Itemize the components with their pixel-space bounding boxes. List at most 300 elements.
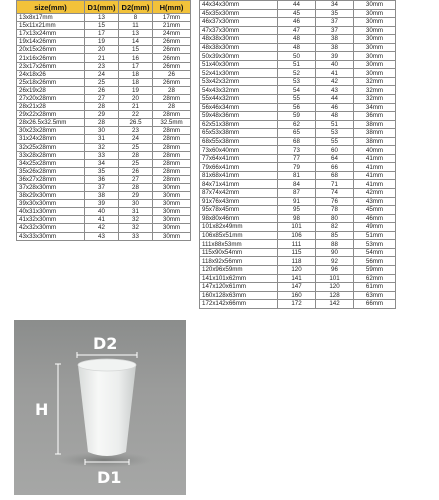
- table-row: [17, 175, 191, 183]
- table-row: [17, 119, 191, 127]
- cell-h: 30mm: [354, 18, 396, 27]
- table-row: [17, 224, 191, 232]
- cell-h: 24mm: [153, 30, 191, 38]
- cell-h: 59mm: [354, 265, 396, 274]
- cell-d1: 37: [85, 183, 119, 191]
- table-header-row: [17, 1, 191, 14]
- cell-h: 32mm: [354, 95, 396, 104]
- cell-d2: 31: [119, 208, 153, 216]
- cell-h: 30mm: [354, 69, 396, 78]
- cell-d1: 160: [278, 291, 316, 300]
- cell-h: 40mm: [354, 146, 396, 155]
- cell-d1: 79: [278, 163, 316, 172]
- cell-h: 30mm: [153, 208, 191, 216]
- table-row: [200, 103, 396, 112]
- cell-h: 30mm: [354, 35, 396, 44]
- table-row: [17, 135, 191, 143]
- cell-h: 28mm: [153, 111, 191, 119]
- table-row: [200, 60, 396, 69]
- cell-size: 28x21x28: [17, 103, 85, 111]
- cell-h: 30mm: [153, 192, 191, 200]
- cell-h: 30mm: [153, 232, 191, 240]
- cell-d1: 17: [85, 30, 119, 38]
- header-d2: D2(mm): [119, 1, 153, 14]
- cell-size: 50x39x30mm: [200, 52, 278, 61]
- cell-d1: 32: [85, 143, 119, 151]
- cell-d2: 78: [316, 206, 354, 215]
- cell-d2: 17: [119, 62, 153, 70]
- cell-size: 95x78x45mm: [200, 206, 278, 215]
- cell-h: 28: [153, 86, 191, 94]
- cell-h: 26mm: [153, 78, 191, 86]
- cell-h: 30mm: [354, 9, 396, 18]
- table-row: [200, 171, 396, 180]
- cell-d2: 120: [316, 283, 354, 292]
- cell-size: 42x32x30mm: [17, 224, 85, 232]
- cell-d1: 95: [278, 206, 316, 215]
- cell-size: 91x76x43mm: [200, 197, 278, 206]
- cell-h: 28mm: [153, 135, 191, 143]
- cell-h: 28mm: [153, 151, 191, 159]
- cell-h: 28mm: [153, 94, 191, 102]
- table-row: [200, 18, 396, 27]
- cell-size: 38x29x30mm: [17, 192, 85, 200]
- cell-size: 21x16x26mm: [17, 54, 85, 62]
- cell-size: 24x18x26: [17, 70, 85, 78]
- cell-size: 39x30x30mm: [17, 200, 85, 208]
- table-row: [200, 120, 396, 129]
- cell-size: 41x32x30mm: [17, 216, 85, 224]
- cell-d2: 26.5: [119, 119, 153, 127]
- cell-d2: 40: [316, 60, 354, 69]
- cell-d2: 96: [316, 265, 354, 274]
- cell-d1: 15: [85, 22, 119, 30]
- cell-d1: 48: [278, 35, 316, 44]
- cell-size: 20x15x26mm: [17, 46, 85, 54]
- table-row: [200, 9, 396, 18]
- product-photo: [14, 320, 186, 495]
- cell-size: 101x82x49mm: [200, 223, 278, 232]
- cell-h: 26mm: [153, 62, 191, 70]
- h-label: H: [35, 400, 49, 419]
- cell-d2: 80: [316, 214, 354, 223]
- cell-d1: 87: [278, 189, 316, 198]
- cell-d1: 33: [85, 151, 119, 159]
- table-row: [200, 77, 396, 86]
- cell-h: 28mm: [153, 143, 191, 151]
- table-row: [200, 52, 396, 61]
- cell-size: 65x53x38mm: [200, 129, 278, 138]
- table-row: [200, 26, 396, 35]
- cell-d2: 74: [316, 189, 354, 198]
- cell-d2: 15: [119, 46, 153, 54]
- cell-d2: 16: [119, 54, 153, 62]
- cell-h: 28: [153, 103, 191, 111]
- cell-d2: 71: [316, 180, 354, 189]
- table-row: [200, 43, 396, 52]
- cell-h: 30mm: [354, 26, 396, 35]
- cell-h: 43mm: [354, 197, 396, 206]
- table-row: [17, 216, 191, 224]
- cell-d1: 48: [278, 43, 316, 52]
- cell-h: 41mm: [354, 154, 396, 163]
- cell-size: 27x20x28mm: [17, 94, 85, 102]
- cell-d1: 68: [278, 137, 316, 146]
- cell-d1: 34: [85, 159, 119, 167]
- table-row: [200, 206, 396, 215]
- cell-size: 79x66x41mm: [200, 163, 278, 172]
- cell-d1: 73: [278, 146, 316, 155]
- cell-d1: 31: [85, 135, 119, 143]
- cell-d2: 24: [119, 135, 153, 143]
- cell-size: 111x88x53mm: [200, 240, 278, 249]
- cell-size: 98x80x46mm: [200, 214, 278, 223]
- cell-h: 38mm: [354, 120, 396, 129]
- cell-h: 36mm: [354, 112, 396, 121]
- cell-size: 52x41x30mm: [200, 69, 278, 78]
- table-row: [200, 112, 396, 121]
- cell-h: 62mm: [354, 274, 396, 283]
- cell-d1: 38: [85, 192, 119, 200]
- cell-d2: 30: [119, 200, 153, 208]
- cell-size: 59x48x36mm: [200, 112, 278, 121]
- cell-d2: 142: [316, 300, 354, 309]
- cell-d2: 39: [316, 52, 354, 61]
- cell-d1: 35: [85, 167, 119, 175]
- table-row: [200, 223, 396, 232]
- cell-d2: 64: [316, 154, 354, 163]
- cell-h: 30mm: [354, 60, 396, 69]
- cell-size: 118x92x56mm: [200, 257, 278, 266]
- cell-d1: 21: [85, 54, 119, 62]
- cell-d1: 115: [278, 248, 316, 257]
- cell-d2: 13: [119, 30, 153, 38]
- cell-d2: 28: [119, 151, 153, 159]
- cell-h: 30mm: [153, 183, 191, 191]
- cell-h: 30mm: [354, 1, 396, 10]
- cell-d2: 38: [316, 35, 354, 44]
- cell-size: 34x25x28mm: [17, 159, 85, 167]
- cell-d2: 37: [316, 26, 354, 35]
- cell-size: 25x18x26mm: [17, 78, 85, 86]
- cell-d2: 18: [119, 78, 153, 86]
- table-row: [17, 183, 191, 191]
- table-row: [17, 159, 191, 167]
- table-row: [17, 62, 191, 70]
- cell-d2: 44: [316, 95, 354, 104]
- stopper-body: [78, 365, 136, 456]
- cell-h: 30mm: [354, 52, 396, 61]
- table-row: [200, 265, 396, 274]
- cell-d2: 48: [316, 112, 354, 121]
- cell-d2: 35: [316, 9, 354, 18]
- cell-h: 34mm: [354, 103, 396, 112]
- cell-size: 44x34x30mm: [200, 1, 278, 10]
- d2-label: D2: [93, 334, 118, 353]
- cell-h: 38mm: [354, 129, 396, 138]
- table-row: [200, 291, 396, 300]
- table-row: [17, 127, 191, 135]
- cell-h: 53mm: [354, 240, 396, 249]
- cell-d2: 101: [316, 274, 354, 283]
- cell-size: 13x8x17mm: [17, 14, 85, 22]
- table-row: [200, 154, 396, 163]
- cell-d2: 51: [316, 120, 354, 129]
- cell-h: 26mm: [153, 46, 191, 54]
- cell-size: 23x17x26mm: [17, 62, 85, 70]
- table-row: [17, 143, 191, 151]
- cell-d1: 46: [278, 18, 316, 27]
- cell-d1: 26: [85, 86, 119, 94]
- cell-d1: 42: [85, 224, 119, 232]
- cell-size: 45x35x30mm: [200, 9, 278, 18]
- cell-size: 31x24x28mm: [17, 135, 85, 143]
- cell-size: 40x31x30mm: [17, 208, 85, 216]
- table-row: [17, 86, 191, 94]
- cell-size: 48x38x30mm: [200, 43, 278, 52]
- cell-size: 141x101x62mm: [200, 274, 278, 283]
- cell-d2: 22: [119, 111, 153, 119]
- cell-d1: 98: [278, 214, 316, 223]
- cell-d2: 85: [316, 231, 354, 240]
- cell-d2: 60: [316, 146, 354, 155]
- cell-d1: 147: [278, 283, 316, 292]
- cell-size: 68x55x38mm: [200, 137, 278, 146]
- cell-h: 17mm: [153, 14, 191, 22]
- cell-d1: 40: [85, 208, 119, 216]
- cell-size: 26x19x28: [17, 86, 85, 94]
- cell-d1: 111: [278, 240, 316, 249]
- cell-d2: 20: [119, 94, 153, 102]
- cell-d2: 38: [316, 43, 354, 52]
- table-row: [200, 257, 396, 266]
- cell-h: 38mm: [354, 137, 396, 146]
- cell-h: 66mm: [354, 300, 396, 309]
- cell-h: 61mm: [354, 283, 396, 292]
- cell-h: 63mm: [354, 291, 396, 300]
- table-row: [200, 189, 396, 198]
- cell-h: 41mm: [354, 180, 396, 189]
- cell-size: 19x14x26mm: [17, 38, 85, 46]
- cell-h: 26mm: [153, 54, 191, 62]
- cell-size: 62x51x38mm: [200, 120, 278, 129]
- cell-size: 35x26x28mm: [17, 167, 85, 175]
- cell-size: 54x43x32mm: [200, 86, 278, 95]
- cell-h: 30mm: [153, 224, 191, 232]
- cell-d1: 84: [278, 180, 316, 189]
- cell-size: 55x44x32mm: [200, 95, 278, 104]
- cell-h: 26mm: [153, 38, 191, 46]
- cell-size: 77x64x41mm: [200, 154, 278, 163]
- cell-d2: 37: [316, 18, 354, 27]
- cell-size: 47x37x30mm: [200, 26, 278, 35]
- cell-d1: 77: [278, 154, 316, 163]
- table-row: [200, 214, 396, 223]
- cell-size: 115x90x54mm: [200, 248, 278, 257]
- cell-d2: 27: [119, 175, 153, 183]
- cell-d2: 46: [316, 103, 354, 112]
- cell-size: 33x28x28mm: [17, 151, 85, 159]
- table-row: [200, 1, 396, 10]
- table-row: [200, 240, 396, 249]
- cell-h: 51mm: [354, 231, 396, 240]
- cell-size: 46x37x30mm: [200, 18, 278, 27]
- cell-d2: 28: [119, 183, 153, 191]
- cell-h: 28mm: [153, 127, 191, 135]
- table-row: [17, 200, 191, 208]
- cell-d2: 55: [316, 137, 354, 146]
- cell-h: 30mm: [354, 43, 396, 52]
- cell-h: 32mm: [354, 77, 396, 86]
- cell-d2: 11: [119, 22, 153, 30]
- cell-d1: 59: [278, 112, 316, 121]
- cell-d1: 28: [85, 103, 119, 111]
- header-d1: D1(mm): [85, 1, 119, 14]
- cell-h: 28mm: [153, 167, 191, 175]
- cell-d1: 27: [85, 94, 119, 102]
- cell-d2: 25: [119, 143, 153, 151]
- table-row: [200, 137, 396, 146]
- cell-h: 30mm: [153, 216, 191, 224]
- cell-h: 32.5mm: [153, 119, 191, 127]
- cell-d1: 52: [278, 69, 316, 78]
- table-row: [200, 274, 396, 283]
- cell-d2: 8: [119, 14, 153, 22]
- cell-d2: 32: [119, 216, 153, 224]
- cell-d1: 54: [278, 86, 316, 95]
- cell-h: 41mm: [354, 171, 396, 180]
- cell-size: 28x26.5x32.5mm: [17, 119, 85, 127]
- cell-d2: 32: [119, 224, 153, 232]
- cell-size: 32x25x28mm: [17, 143, 85, 151]
- size-table-right: [199, 0, 396, 309]
- table-row: [17, 94, 191, 102]
- size-table-left: [16, 0, 191, 241]
- cell-h: 42mm: [354, 189, 396, 198]
- cell-d2: 41: [316, 69, 354, 78]
- cell-d2: 92: [316, 257, 354, 266]
- cell-d1: 81: [278, 171, 316, 180]
- cell-size: 15x11x21mm: [17, 22, 85, 30]
- table-row: [200, 248, 396, 257]
- table-row: [17, 70, 191, 78]
- cell-d2: 21: [119, 103, 153, 111]
- cell-d1: 141: [278, 274, 316, 283]
- cell-h: 49mm: [354, 223, 396, 232]
- table-row: [200, 95, 396, 104]
- cell-d1: 19: [85, 38, 119, 46]
- cell-size: 172x142x66mm: [200, 300, 278, 309]
- cell-d2: 76: [316, 197, 354, 206]
- cell-d2: 23: [119, 127, 153, 135]
- cell-h: 45mm: [354, 206, 396, 215]
- cell-size: 48x38x30mm: [200, 35, 278, 44]
- table-row: [17, 30, 191, 38]
- table-row: [17, 54, 191, 62]
- cell-size: 56x46x34mm: [200, 103, 278, 112]
- table-row: [200, 300, 396, 309]
- cell-d2: 82: [316, 223, 354, 232]
- cell-size: 36x27x28mm: [17, 175, 85, 183]
- cell-h: 41mm: [354, 163, 396, 172]
- table-row: [200, 146, 396, 155]
- cell-d1: 55: [278, 95, 316, 104]
- cell-h: 54mm: [354, 248, 396, 257]
- table-row: [17, 14, 191, 22]
- table-row: [17, 111, 191, 119]
- cell-d2: 29: [119, 192, 153, 200]
- cell-d1: 41: [85, 216, 119, 224]
- table-row: [17, 232, 191, 240]
- cell-d2: 43: [316, 86, 354, 95]
- cell-d1: 30: [85, 127, 119, 135]
- cell-d1: 120: [278, 265, 316, 274]
- table-row: [200, 283, 396, 292]
- cell-d2: 18: [119, 70, 153, 78]
- cell-d2: 14: [119, 38, 153, 46]
- cell-d1: 172: [278, 300, 316, 309]
- table-row: [17, 78, 191, 86]
- cell-d2: 68: [316, 171, 354, 180]
- cell-d1: 20: [85, 46, 119, 54]
- cell-d2: 53: [316, 129, 354, 138]
- cell-d1: 29: [85, 111, 119, 119]
- cell-d1: 28: [85, 119, 119, 127]
- stopper-top: [78, 359, 136, 371]
- cell-d2: 19: [119, 86, 153, 94]
- d1-label: D1: [97, 468, 122, 487]
- cell-d1: 45: [278, 9, 316, 18]
- cell-size: 120x96x59mm: [200, 265, 278, 274]
- cell-d2: 88: [316, 240, 354, 249]
- cell-d1: 47: [278, 26, 316, 35]
- cell-size: 73x60x40mm: [200, 146, 278, 155]
- cell-size: 43x33x30mm: [17, 232, 85, 240]
- cell-d1: 101: [278, 223, 316, 232]
- table-row: [200, 86, 396, 95]
- cell-h: 28mm: [153, 159, 191, 167]
- cell-d1: 53: [278, 77, 316, 86]
- cell-d1: 50: [278, 52, 316, 61]
- cell-size: 51x40x30mm: [200, 60, 278, 69]
- cell-d2: 34: [316, 1, 354, 10]
- cell-d2: 26: [119, 167, 153, 175]
- table-row: [200, 180, 396, 189]
- table-row: [200, 129, 396, 138]
- cell-d1: 25: [85, 78, 119, 86]
- cell-d1: 36: [85, 175, 119, 183]
- cell-d1: 13: [85, 14, 119, 22]
- cell-d1: 51: [278, 60, 316, 69]
- cell-h: 30mm: [153, 200, 191, 208]
- header-h: H(mm): [153, 1, 191, 14]
- cell-size: 17x13x24mm: [17, 30, 85, 38]
- cell-d1: 44: [278, 1, 316, 10]
- table-row: [17, 22, 191, 30]
- cell-d1: 106: [278, 231, 316, 240]
- table-row: [17, 167, 191, 175]
- table-row: [200, 35, 396, 44]
- cell-d1: 43: [85, 232, 119, 240]
- cell-size: 160x128x63mm: [200, 291, 278, 300]
- cell-size: 37x28x30mm: [17, 183, 85, 191]
- cell-size: 87x74x42mm: [200, 189, 278, 198]
- table-row: [200, 69, 396, 78]
- cell-size: 147x120x61mm: [200, 283, 278, 292]
- cell-size: 29x22x28mm: [17, 111, 85, 119]
- cell-d1: 56: [278, 103, 316, 112]
- table-row: [200, 163, 396, 172]
